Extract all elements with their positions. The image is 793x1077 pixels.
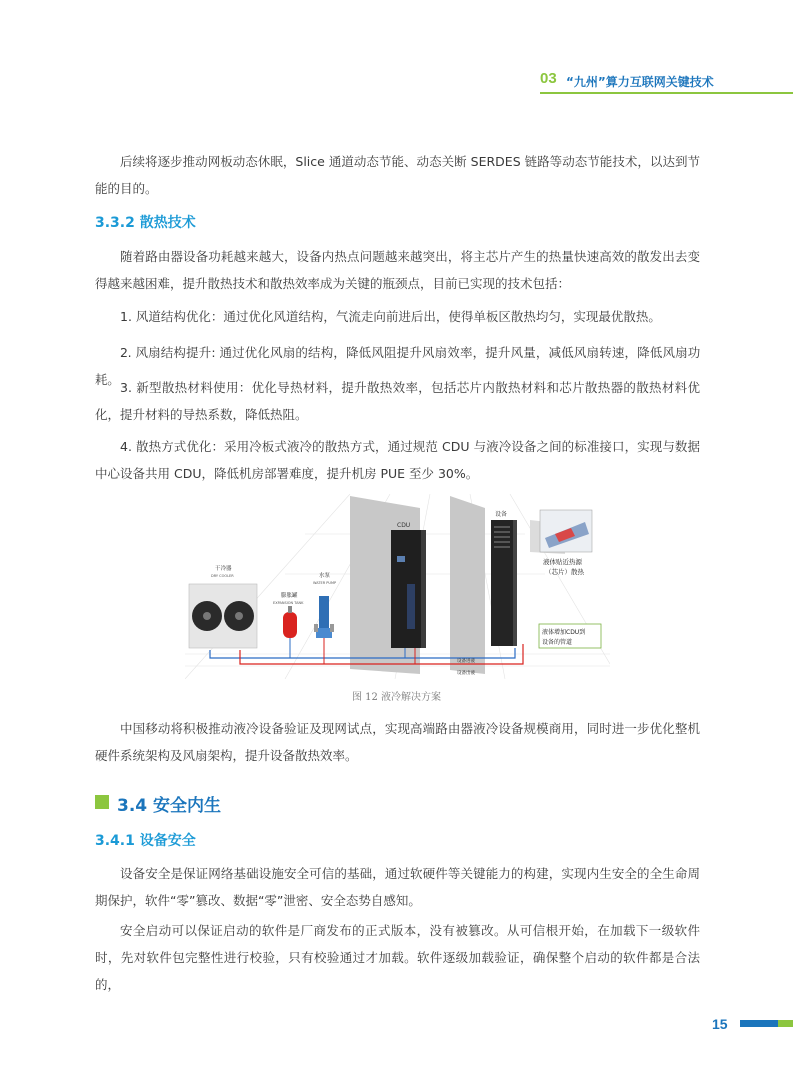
heading-3-3-2: 3.3.2 散热技术 xyxy=(95,215,196,231)
water-pump-label-en: WATER PUMP xyxy=(313,581,337,585)
footer-bar-green xyxy=(778,1020,793,1027)
water-pump-label: 水泵 xyxy=(319,573,331,579)
liquid-cooling-diagram xyxy=(185,494,610,679)
pipe-in-label: 设备进液 xyxy=(457,659,475,664)
heading-3-4-text: 3.4 安全内生 xyxy=(117,796,222,816)
figure-caption: 图 12 液冷解决方案 xyxy=(351,692,442,703)
paragraph-device-security: 设备安全是保证网络基础设施安全可信的基础，通过软硬件等关键能力的构建，实现内生安全的全生命周期保护，软件“零”篡改、数据“零”泄密、安全态势自感知。 xyxy=(95,866,700,908)
paragraph-secure-boot: 安全启动可以保证启动的软件是厂商发布的正式版本，没有被篡改。从可信根开始，在加载下一级软件时，先对软件包完整性进行校验，只有校验通过才加载。软件逐级加载验证，确保整个启动的软件都是合法的， xyxy=(95,923,700,992)
header-rule xyxy=(540,92,793,94)
device-label: 设备 xyxy=(495,511,508,518)
dry-cooler-label: 干冷器 xyxy=(215,566,232,572)
list-item-2: 2. 风扇结构提升: 通过优化风扇的结构，降低风阻提升风扇效率，提升风量，减低风扇转速，降低风扇功耗。 xyxy=(95,345,700,387)
heading-3-4-1: 3.4.1 设备安全 xyxy=(95,833,196,849)
header-title: “九州”算力互联网关键技术 xyxy=(566,75,714,89)
expansion-tank-label-en: EXPANSION TANK xyxy=(273,601,304,605)
pipe-out-label: 设备出液 xyxy=(457,671,475,676)
list-item-4: 4. 散热方式优化：采用冷板式液冷的散热方式，通过规范 CDU 与液冷设备之间的标准接口，实现与数据中心设备共用 CDU，降低机房部署难度，提升机房 PUE 至少 30%。 xyxy=(95,439,700,481)
heading-square-icon xyxy=(95,795,109,809)
cdu-label: CDU xyxy=(397,522,411,529)
dry-cooler-label-en: DRY COOLER xyxy=(211,574,234,578)
footer-bar-blue xyxy=(740,1020,778,1027)
section-number: 03 xyxy=(540,70,557,87)
page-header xyxy=(540,70,793,92)
list-item-3: 3. 新型散热材料使用：优化导热材料，提升散热效率，包括芯片内散热材料和芯片散热器的散热材料优化，提升材料的导热系数，降低热阻。 xyxy=(95,380,700,422)
callout-heat-source-line2: （芯片）散热 xyxy=(545,568,584,576)
paragraph-energy-saving: 后续将逐步推动网板动态休眠，Slice 通道动态节能、动态关断 SERDES 链路等动态节能技术，以达到节能的目的。 xyxy=(95,154,700,196)
callout-pipe-line1: 液体增加CDU到 xyxy=(542,629,586,636)
list-item-1: 1. 风道结构优化：通过优化风道结构，气流走向前进后出，使得单板区散热均匀，实现最优散热。 xyxy=(120,309,661,324)
paragraph-cmcc-liquid-cooling: 中国移动将积极推动液冷设备验证及现网试点，实现高端路由器液冷设备规模商用，同时进一步优化整机硬件系统架构及风扇架构，提升设备散热效率。 xyxy=(95,721,700,763)
paragraph-cooling-intro: 随着路由器设备功耗越来越大，设备内热点问题越来越突出，将主芯片产生的热量快速高效的散发出去变得越来越困难，提升散热技术和散热效率成为关键的瓶颈点，目前已实现的技术包括： xyxy=(95,249,700,291)
callout-pipe-line2: 设备的管道 xyxy=(542,639,573,646)
page-number: 15 xyxy=(712,1016,728,1032)
callout-heat-source-line1: 液体贴近热源 xyxy=(543,558,582,566)
expansion-tank-label: 膨胀罐 xyxy=(281,593,298,599)
